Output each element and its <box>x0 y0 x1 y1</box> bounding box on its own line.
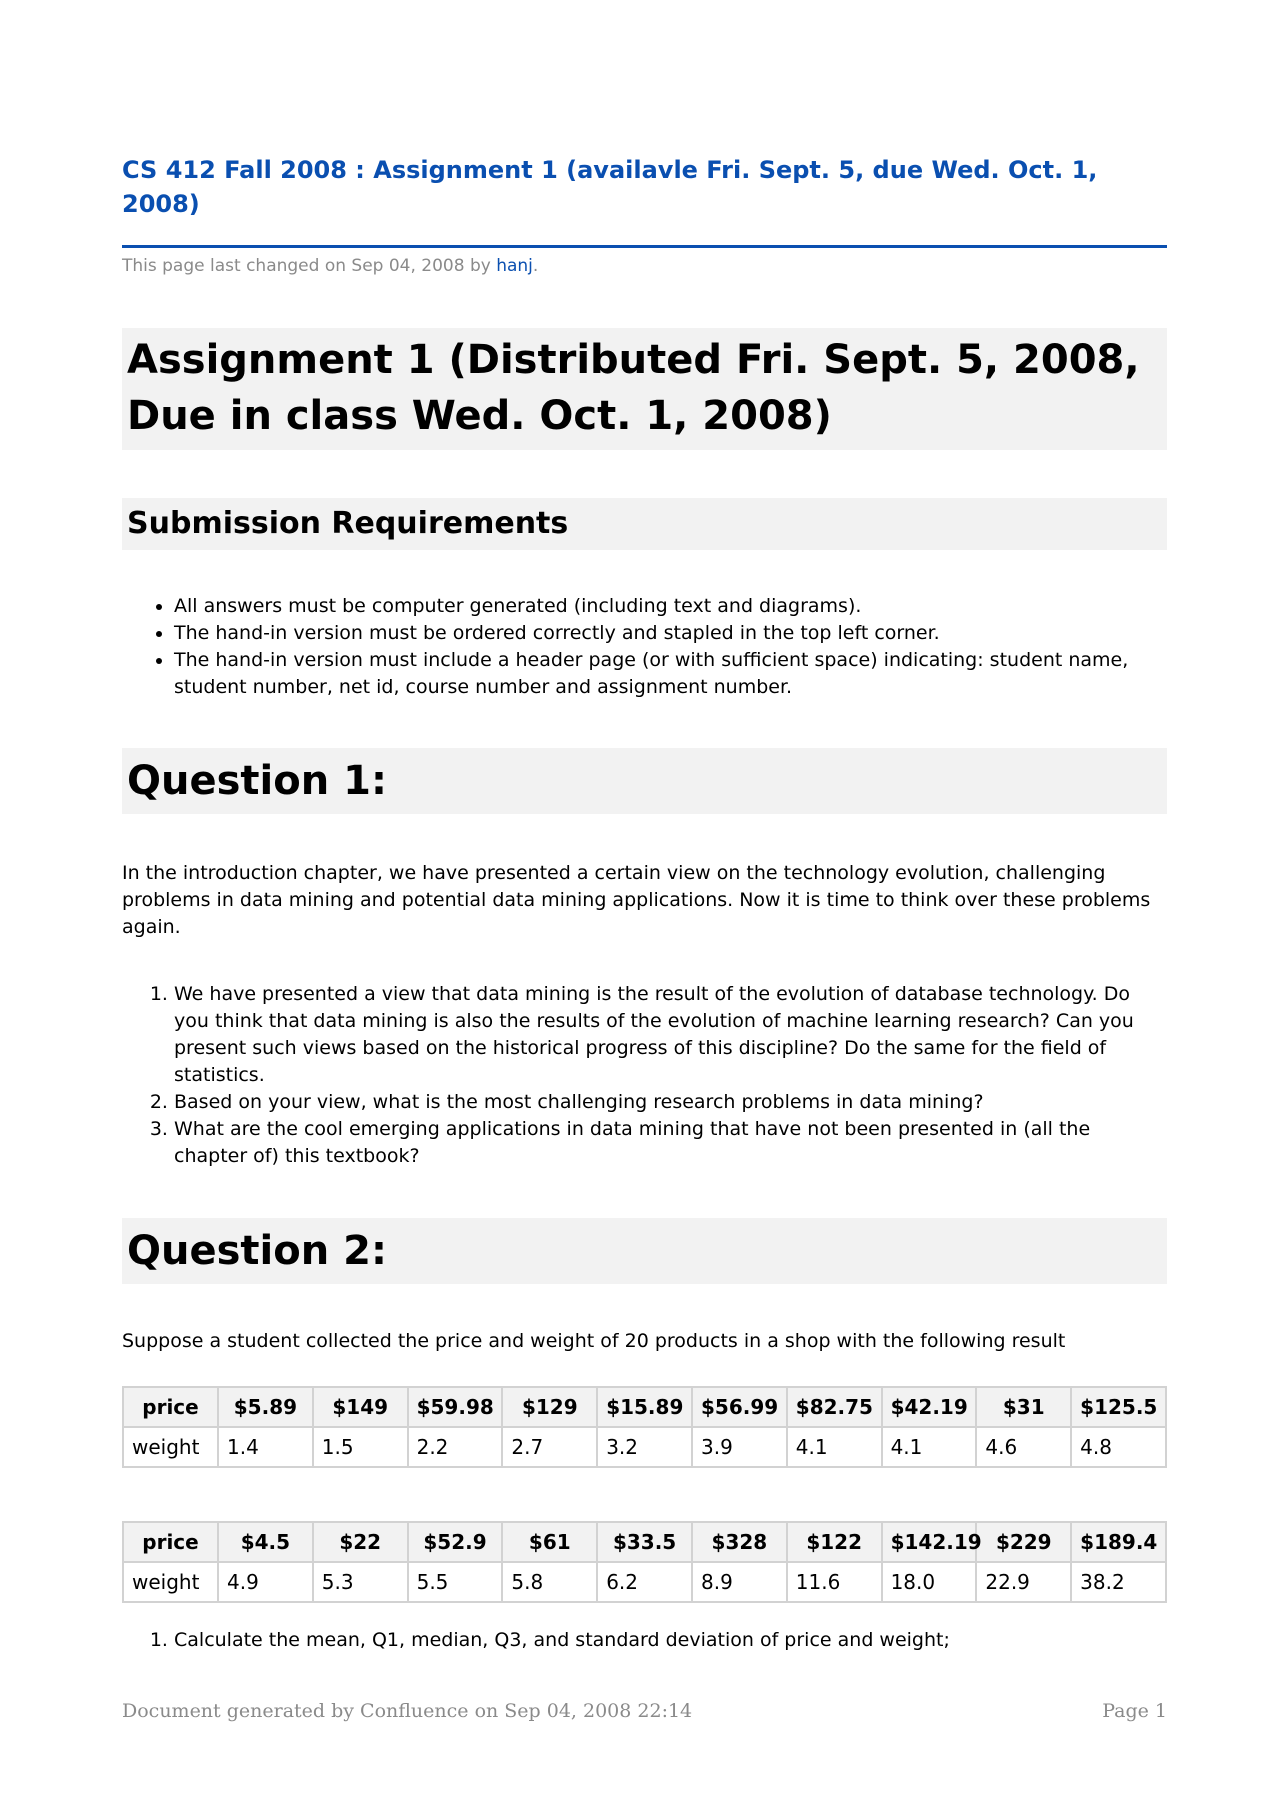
weight-cell: 3.9 <box>692 1427 787 1467</box>
main-heading: Assignment 1 (Distributed Fri. Sept. 5, 2008, Due in class Wed. Oct. 1, 2008) <box>122 328 1167 450</box>
list-item: • All answers must be computer generated (including text and diagrams). <box>174 593 1167 620</box>
weight-cell: 38.2 <box>1071 1562 1166 1602</box>
price-cell: $149 <box>313 1387 408 1427</box>
price-cell: $33.5 <box>597 1522 692 1562</box>
price-cell: $4.5 <box>218 1522 313 1562</box>
question1-list <box>122 981 1167 1170</box>
list-item: 2. Based on your view, what is the most challenging research problems in data mining? <box>174 1089 1167 1116</box>
question2-intro: Suppose a student collected the price and weight of 20 products in a shop with the following result <box>122 1330 1066 1352</box>
price-cell: $328 <box>692 1522 787 1562</box>
list-item: • The hand-in version must include a header page (or with sufficient space) indicating: student name, student number, net id, course number and assignment number. <box>174 647 1167 701</box>
price-cell: $42.19 <box>882 1387 977 1427</box>
price-cell: $22 <box>313 1522 408 1562</box>
weight-cell: 8.9 <box>692 1562 787 1602</box>
footer-generated: Document generated by Confluence on Sep 04, 2008 22:14 <box>122 1700 693 1722</box>
table-row <box>123 1562 1166 1602</box>
submission-heading: Submission Requirements <box>122 498 1167 550</box>
weight-cell: 6.2 <box>597 1562 692 1602</box>
page-title: CS 412 Fall 2008 : Assignment 1 (availavle Fri. Sept. 5, due Wed. Oct. 1, 2008) <box>122 156 1098 218</box>
price-cell: $56.99 <box>692 1387 787 1427</box>
table-row <box>123 1387 1166 1427</box>
price-cell: $142.19 <box>882 1522 977 1562</box>
weight-cell: 11.6 <box>787 1562 882 1602</box>
weight-cell: 5.5 <box>408 1562 503 1602</box>
price-cell: $5.89 <box>218 1387 313 1427</box>
list-item: 1. Calculate the mean, Q1, median, Q3, and standard deviation of price and weight; <box>174 1627 1167 1654</box>
table-header-cell: price <box>123 1522 218 1562</box>
weight-cell: 2.7 <box>502 1427 597 1467</box>
question1-heading: Question 1: <box>122 748 1167 814</box>
table-row-label: weight <box>123 1562 218 1602</box>
weight-cell: 4.9 <box>218 1562 313 1602</box>
footer-page-number: Page 1 <box>1102 1700 1167 1722</box>
submission-list <box>122 593 1167 701</box>
title-divider <box>122 245 1167 248</box>
question2-list <box>122 1627 1167 1654</box>
price-cell: $31 <box>976 1387 1071 1427</box>
question2-heading: Question 2: <box>122 1218 1167 1284</box>
weight-cell: 22.9 <box>976 1562 1071 1602</box>
table-row-label: weight <box>123 1427 218 1467</box>
question1-intro: In the introduction chapter, we have presented a certain view on the technology evolution, challenging problems in data mining and potential data mining applications. Now it is time to think over these problems again. <box>122 862 1151 938</box>
price-cell: $129 <box>502 1387 597 1427</box>
weight-cell: 4.6 <box>976 1427 1071 1467</box>
weight-cell: 3.2 <box>597 1427 692 1467</box>
list-item: 1. We have presented a view that data mining is the result of the evolution of database technology. Do you think that data mining is also the results of the evolution of machine learning research? Can you present such views based on the historical progress of this discipline? Do the same for the field of statistics. <box>174 981 1167 1089</box>
price-cell: $125.5 <box>1071 1387 1166 1427</box>
table-row <box>123 1522 1166 1562</box>
price-cell: $122 <box>787 1522 882 1562</box>
weight-cell: 2.2 <box>408 1427 503 1467</box>
author-link[interactable]: hanj <box>496 256 533 276</box>
data-table-2 <box>122 1521 1167 1603</box>
price-cell: $52.9 <box>408 1522 503 1562</box>
price-cell: $15.89 <box>597 1387 692 1427</box>
weight-cell: 5.3 <box>313 1562 408 1602</box>
table-header-cell: price <box>123 1387 218 1427</box>
price-cell: $61 <box>502 1522 597 1562</box>
list-item: • The hand-in version must be ordered correctly and stapled in the top left corner. <box>174 620 1167 647</box>
price-cell: $229 <box>976 1522 1071 1562</box>
weight-cell: 4.1 <box>882 1427 977 1467</box>
weight-cell: 1.5 <box>313 1427 408 1467</box>
weight-cell: 5.8 <box>502 1562 597 1602</box>
weight-cell: 4.8 <box>1071 1427 1166 1467</box>
last-changed-prefix: This page last changed on Sep 04, 2008 by <box>122 256 497 276</box>
price-cell: $82.75 <box>787 1387 882 1427</box>
price-cell: $59.98 <box>408 1387 503 1427</box>
last-changed-suffix: . <box>532 256 539 276</box>
weight-cell: 4.1 <box>787 1427 882 1467</box>
weight-cell: 1.4 <box>218 1427 313 1467</box>
weight-cell: 18.0 <box>882 1562 977 1602</box>
last-changed-line <box>122 256 538 276</box>
price-cell: $189.4 <box>1071 1522 1166 1562</box>
data-table-1 <box>122 1386 1167 1468</box>
table-row <box>123 1427 1166 1467</box>
list-item: 3. What are the cool emerging applications in data mining that have not been presented in (all the chapter of) this textbook? <box>174 1116 1167 1170</box>
